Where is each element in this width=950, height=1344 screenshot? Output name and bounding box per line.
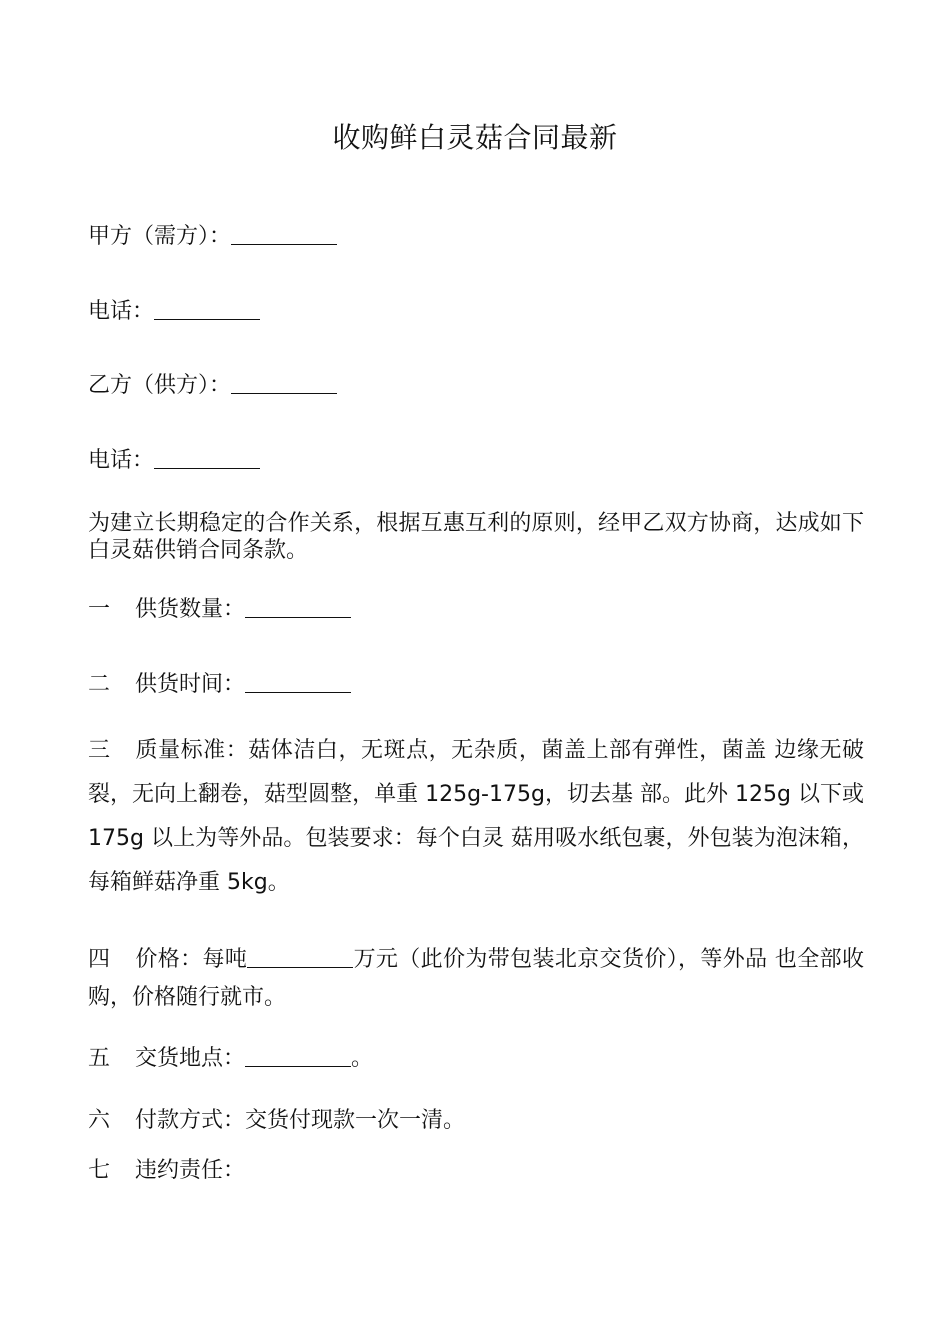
clause-5-end: 。 [351, 1046, 374, 1071]
clause-2-number: 二 [88, 672, 111, 697]
document-title: 收购鲜白灵菇合同最新 [332, 121, 618, 154]
phone-a-line [88, 297, 864, 326]
clause-2-label: 供货时间： [135, 672, 246, 697]
party-b-line [88, 371, 864, 400]
clause-1 [88, 595, 864, 624]
clause-5-label: 交货地点： [135, 1046, 246, 1071]
phone-a-blank[interactable] [154, 297, 260, 320]
party-a-label: 甲方（需方）： [88, 224, 232, 249]
clause-7-text: 违约责任： [135, 1158, 246, 1183]
clause-1-number: 一 [88, 597, 111, 622]
clause-2-blank[interactable] [245, 670, 351, 693]
clause-7-number: 七 [88, 1158, 111, 1183]
clause-3 [88, 729, 864, 905]
intro-paragraph: 为建立长期稳定的合作关系，根据互惠互利的原则，经甲乙双方协商，达成如下白灵菇供销合同条款。 [88, 511, 864, 563]
clause-6-text: 付款方式：交货付现款一次一清。 [135, 1108, 466, 1133]
clause-4-price-blank[interactable] [247, 945, 353, 968]
clause-3-text: 质量标准：菇体洁白，无斑点，无杂质，菌盖上部有弹性，菌盖 边缘无破裂，无向上翻卷，菇型圆整，单重 125g-175g，切去基 部。此外 125g 以下或 175g 以上为等外品。包装要求：每个白灵 菇用吸水纸包裹，外包装为泡沫箱，每箱鲜菇净重 5kg。 [88, 738, 864, 895]
party-a-blank[interactable] [231, 222, 337, 245]
clause-7 [88, 1157, 864, 1185]
phone-a-label: 电话： [88, 299, 155, 324]
phone-b-blank[interactable] [154, 446, 260, 469]
clause-5-number: 五 [88, 1046, 111, 1071]
clause-6-number: 六 [88, 1108, 111, 1133]
clause-5-blank[interactable] [245, 1044, 351, 1067]
clause-5 [88, 1044, 864, 1073]
clause-4-prefix: 价格：每吨 [135, 947, 248, 972]
clause-1-label: 供货数量： [135, 597, 246, 622]
clause-2 [88, 670, 864, 699]
clause-4-suffix: 万元（此价为带包装北京交货价），等外品 也全部收购，价格随行就市。 [88, 947, 864, 1010]
party-b-blank[interactable] [231, 371, 337, 394]
party-b-label: 乙方（供方）： [88, 373, 232, 398]
party-a-line [88, 222, 864, 251]
clause-4 [88, 941, 864, 1017]
clause-4-number: 四 [88, 947, 111, 972]
phone-b-line [88, 446, 864, 475]
phone-b-label: 电话： [88, 448, 155, 473]
clause-6 [88, 1107, 864, 1135]
clause-1-blank[interactable] [245, 595, 351, 618]
clause-3-number: 三 [88, 738, 111, 763]
